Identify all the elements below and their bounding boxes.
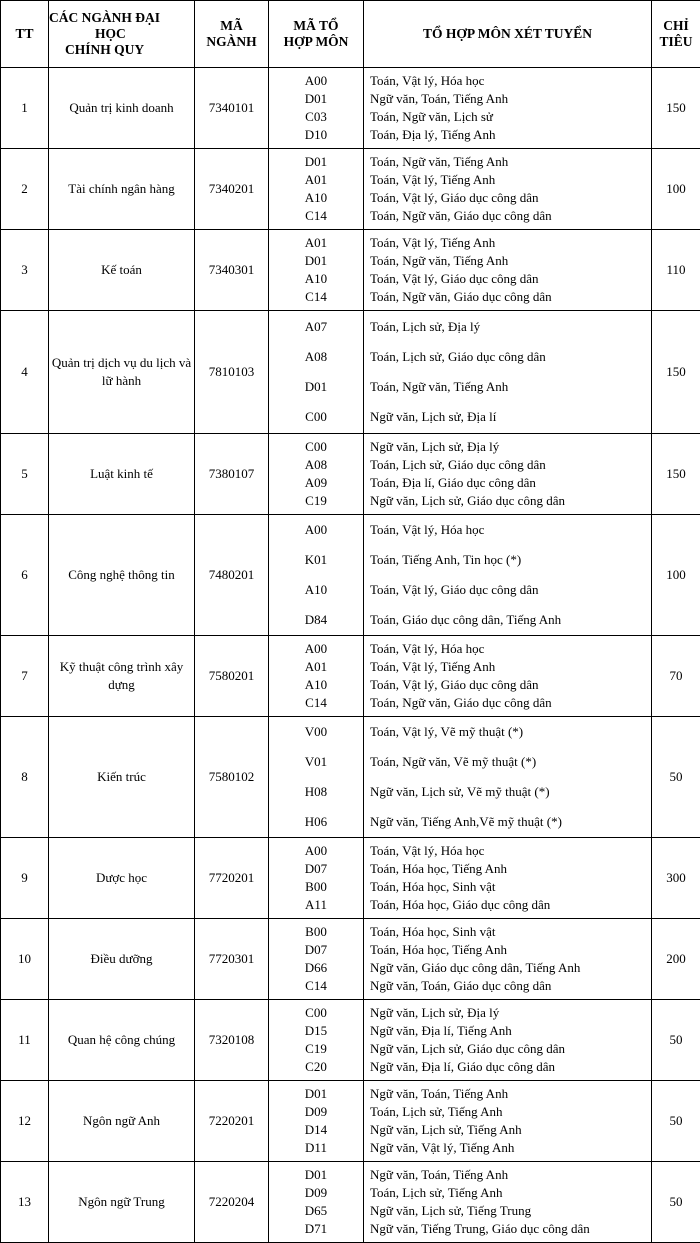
combo-code: D09 [269,1184,363,1202]
combo-code: A00 [269,515,363,545]
subject-combos-cell [364,1000,652,1081]
combo-code: C03 [269,108,363,126]
combo-code: D07 [269,941,363,959]
header-major-line-1: CÁC NGÀNH ĐẠI [49,10,194,26]
row-number: 10 [1,919,49,1000]
major-name: Luật kinh tế [49,434,195,515]
quota: 100 [652,515,700,636]
combo-codes-cell [269,230,364,311]
quota: 150 [652,311,700,434]
subject-combo: Toán, Lịch sử, Giáo dục công dân [364,456,651,474]
combo-code: D01 [269,252,363,270]
subject-combo: Ngữ văn, Lịch sử, Giáo dục công dân [364,492,651,510]
combo-codes-cell [269,838,364,919]
combo-code: K01 [269,545,363,575]
subject-combos-cell [364,515,652,636]
subject-combo: Toán, Lịch sử, Tiếng Anh [364,1184,651,1202]
subject-combos-cell [364,838,652,919]
combo-code: A01 [269,234,363,252]
major-code: 7580102 [195,717,269,838]
major-code: 7720201 [195,838,269,919]
header-quota [652,1,700,68]
combo-codes-cell [269,717,364,838]
major-code: 7340301 [195,230,269,311]
header-major-line-2: HỌC [49,26,194,42]
subject-combo: Ngữ văn, Địa lí, Giáo dục công dân [364,1058,651,1076]
header-combo-code [269,1,364,68]
header-tt: TT [1,1,49,68]
combo-codes-cell [269,1000,364,1081]
combo-code: D71 [269,1220,363,1238]
row-number: 6 [1,515,49,636]
table-row [1,636,700,717]
combo-code: C19 [269,492,363,510]
table-row [1,68,700,149]
subject-combo: Toán, Vật lý, Hóa học [364,842,651,860]
combo-code: C14 [269,977,363,995]
subject-combo: Toán, Vật lý, Giáo dục công dân [364,676,651,694]
table-row [1,838,700,919]
subject-combo: Toán, Giáo dục công dân, Tiếng Anh [364,605,651,635]
subject-combo: Toán, Ngữ văn, Giáo dục công dân [364,694,651,712]
major-code: 7340201 [195,149,269,230]
combo-code: C19 [269,1040,363,1058]
combo-code: C14 [269,288,363,306]
combo-code: A10 [269,676,363,694]
quota: 150 [652,434,700,515]
subject-combo: Ngữ văn, Lịch sử, Địa lý [364,438,651,456]
subject-combos-cell [364,311,652,434]
subject-combo: Ngữ văn, Lịch sử, Địa lý [364,1004,651,1022]
subject-combos-cell [364,68,652,149]
combo-codes-cell [269,1081,364,1162]
subject-combos-cell [364,717,652,838]
major-name: Công nghệ thông tin [49,515,195,636]
quota: 150 [652,68,700,149]
major-code: 7720301 [195,919,269,1000]
combo-code: A07 [269,312,363,342]
combo-code: D01 [269,153,363,171]
combo-code: D01 [269,1166,363,1184]
quota: 70 [652,636,700,717]
row-number: 3 [1,230,49,311]
subject-combo: Ngữ văn, Tiếng Trung, Giáo dục công dân [364,1220,651,1238]
table-row [1,1162,700,1243]
row-number: 8 [1,717,49,838]
table-header [1,1,700,68]
subject-combo: Ngữ văn, Giáo dục công dân, Tiếng Anh [364,959,651,977]
combo-code: H08 [269,777,363,807]
table-row [1,1081,700,1162]
combo-code: V00 [269,717,363,747]
row-number: 13 [1,1162,49,1243]
subject-combo: Toán, Ngữ văn, Vẽ mỹ thuật (*) [364,747,651,777]
combo-code: A00 [269,640,363,658]
table-row [1,717,700,838]
subject-combo: Toán, Vật lý, Tiếng Anh [364,658,651,676]
quota: 110 [652,230,700,311]
major-code: 7220204 [195,1162,269,1243]
combo-code: V01 [269,747,363,777]
row-number: 4 [1,311,49,434]
combo-codes-cell [269,311,364,434]
subject-combo: Toán, Vật lý, Tiếng Anh [364,234,651,252]
combo-code: D01 [269,90,363,108]
header-quota-line-2: TIÊU [652,34,700,50]
major-code: 7380107 [195,434,269,515]
subject-combo: Toán, Lịch sử, Tiếng Anh [364,1103,651,1121]
major-name: Tài chính ngân hàng [49,149,195,230]
subject-combo: Ngữ văn, Tiếng Anh,Vẽ mỹ thuật (*) [364,807,651,837]
major-name: Kế toán [49,230,195,311]
row-number: 1 [1,68,49,149]
row-number: 5 [1,434,49,515]
combo-code: D01 [269,1085,363,1103]
combo-code: C00 [269,1004,363,1022]
combo-codes-cell [269,1162,364,1243]
subject-combo: Ngữ văn, Lịch sử, Giáo dục công dân [364,1040,651,1058]
subject-combos-cell [364,636,652,717]
combo-code: C00 [269,438,363,456]
combo-code: A01 [269,171,363,189]
subject-combo: Toán, Vật lý, Hóa học [364,72,651,90]
major-name: Kỹ thuật công trình xây dựng [49,636,195,717]
header-subjects: TỔ HỢP MÔN XÉT TUYỂN [364,1,652,68]
combo-code: A01 [269,658,363,676]
row-number: 9 [1,838,49,919]
table-row [1,434,700,515]
table-body [1,68,700,1243]
subject-combo: Toán, Hóa học, Tiếng Anh [364,941,651,959]
combo-code: D65 [269,1202,363,1220]
combo-codes-cell [269,434,364,515]
combo-code: D07 [269,860,363,878]
major-name: Ngôn ngữ Trung [49,1162,195,1243]
subject-combos-cell [364,919,652,1000]
header-major-code [195,1,269,68]
subject-combo: Toán, Vật lý, Giáo dục công dân [364,575,651,605]
combo-code: A10 [269,270,363,288]
quota: 50 [652,1000,700,1081]
subject-combo: Toán, Vật lý, Hóa học [364,640,651,658]
quota: 300 [652,838,700,919]
subject-combo: Ngữ văn, Địa lí, Tiếng Anh [364,1022,651,1040]
subject-combo: Ngữ văn, Lịch sử, Vẽ mỹ thuật (*) [364,777,651,807]
combo-code: D14 [269,1121,363,1139]
subject-combo: Toán, Lịch sử, Giáo dục công dân [364,342,651,372]
quota: 50 [652,717,700,838]
quota: 50 [652,1081,700,1162]
subject-combo: Ngữ văn, Toán, Giáo dục công dân [364,977,651,995]
major-name: Dược học [49,838,195,919]
combo-code: C14 [269,207,363,225]
subject-combo: Ngữ văn, Toán, Tiếng Anh [364,1085,651,1103]
subject-combo: Toán, Vật lý, Vẽ mỹ thuật (*) [364,717,651,747]
header-major [49,1,195,68]
subject-combo: Ngữ văn, Lịch sử, Tiếng Trung [364,1202,651,1220]
major-name: Ngôn ngữ Anh [49,1081,195,1162]
combo-code: A09 [269,474,363,492]
subject-combo: Ngữ văn, Vật lý, Tiếng Anh [364,1139,651,1157]
quota: 50 [652,1162,700,1243]
header-code-line-1: MÃ [195,18,268,34]
header-code-line-2: NGÀNH [195,34,268,50]
combo-code: A00 [269,72,363,90]
major-code: 7220201 [195,1081,269,1162]
combo-code: B00 [269,923,363,941]
row-number: 2 [1,149,49,230]
major-name: Điều dưỡng [49,919,195,1000]
major-name: Kiến trúc [49,717,195,838]
subject-combo: Ngữ văn, Toán, Tiếng Anh [364,1166,651,1184]
subject-combo: Toán, Ngữ văn, Tiếng Anh [364,252,651,270]
major-code: 7320108 [195,1000,269,1081]
combo-code: A10 [269,575,363,605]
subject-combo: Toán, Vật lý, Tiếng Anh [364,171,651,189]
row-number: 12 [1,1081,49,1162]
combo-code: D66 [269,959,363,977]
subject-combos-cell [364,1081,652,1162]
subject-combo: Ngữ văn, Toán, Tiếng Anh [364,90,651,108]
header-combo-line-2: HỢP MÔN [269,34,363,50]
subject-combo: Toán, Ngữ văn, Giáo dục công dân [364,288,651,306]
combo-code: A10 [269,189,363,207]
combo-code: B00 [269,878,363,896]
major-name: Quản trị kinh doanh [49,68,195,149]
subject-combo: Toán, Vật lý, Giáo dục công dân [364,189,651,207]
row-number: 7 [1,636,49,717]
combo-code: D10 [269,126,363,144]
subject-combo: Toán, Hóa học, Giáo dục công dân [364,896,651,914]
subject-combo: Toán, Ngữ văn, Giáo dục công dân [364,207,651,225]
combo-code: D01 [269,372,363,402]
table-row [1,1000,700,1081]
quota: 200 [652,919,700,1000]
subject-combo: Toán, Vật lý, Hóa học [364,515,651,545]
combo-code: D09 [269,1103,363,1121]
subject-combos-cell [364,149,652,230]
combo-codes-cell [269,919,364,1000]
subject-combos-cell [364,230,652,311]
row-number: 11 [1,1000,49,1081]
subject-combo: Toán, Vật lý, Giáo dục công dân [364,270,651,288]
header-quota-line-1: CHỈ [652,18,700,34]
subject-combo: Ngữ văn, Lịch sử, Tiếng Anh [364,1121,651,1139]
major-code: 7580201 [195,636,269,717]
major-name: Quản trị dịch vụ du lịch và lữ hành [49,311,195,434]
combo-code: A08 [269,456,363,474]
combo-code: C14 [269,694,363,712]
combo-codes-cell [269,515,364,636]
subject-combo: Toán, Ngữ văn, Tiếng Anh [364,372,651,402]
subject-combos-cell [364,1162,652,1243]
major-code: 7480201 [195,515,269,636]
subject-combo: Toán, Địa lí, Giáo dục công dân [364,474,651,492]
table-row [1,149,700,230]
combo-code: A11 [269,896,363,914]
table-row [1,230,700,311]
subject-combos-cell [364,434,652,515]
combo-code: D84 [269,605,363,635]
major-name: Quan hệ công chúng [49,1000,195,1081]
combo-code: D11 [269,1139,363,1157]
combo-codes-cell [269,149,364,230]
combo-code: H06 [269,807,363,837]
subject-combo: Toán, Tiếng Anh, Tin học (*) [364,545,651,575]
subject-combo: Toán, Hóa học, Sinh vật [364,878,651,896]
major-code: 7340101 [195,68,269,149]
header-combo-line-1: MÃ TỔ [269,18,363,34]
combo-code: D15 [269,1022,363,1040]
subject-combo: Toán, Lịch sử, Địa lý [364,312,651,342]
header-major-line-3: CHÍNH QUY [49,42,194,58]
combo-code: C20 [269,1058,363,1076]
quota: 100 [652,149,700,230]
header-row [1,1,700,68]
subject-combo: Toán, Ngữ văn, Lịch sử [364,108,651,126]
combo-code: C00 [269,402,363,432]
subject-combo: Toán, Hóa học, Sinh vật [364,923,651,941]
subject-combo: Toán, Ngữ văn, Tiếng Anh [364,153,651,171]
major-code: 7810103 [195,311,269,434]
table-row [1,919,700,1000]
subject-combo: Ngữ văn, Lịch sử, Địa lí [364,402,651,432]
table-row [1,515,700,636]
combo-codes-cell [269,68,364,149]
combo-code: A08 [269,342,363,372]
subject-combo: Toán, Địa lý, Tiếng Anh [364,126,651,144]
combo-codes-cell [269,636,364,717]
subject-combo: Toán, Hóa học, Tiếng Anh [364,860,651,878]
combo-code: A00 [269,842,363,860]
table-row [1,311,700,434]
